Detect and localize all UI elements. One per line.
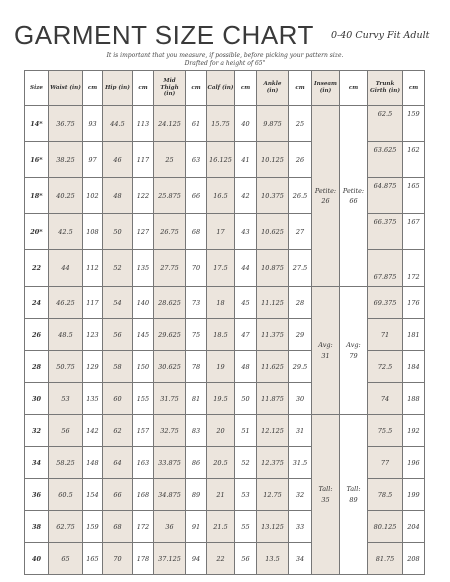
hip-in: 56 <box>103 319 133 351</box>
hip-in: 62 <box>103 415 133 447</box>
trunk-in <box>368 447 403 479</box>
hip-in: 60 <box>103 383 133 415</box>
waist-in: 62.75 <box>49 511 83 543</box>
ankle-in: 11.875 <box>257 383 289 415</box>
trunk-in-value: 69.375 <box>373 298 397 307</box>
waist-in: 56 <box>49 415 83 447</box>
calf-cm: 43 <box>235 214 257 250</box>
calf-cm: 48 <box>235 351 257 383</box>
calf-cm: 45 <box>235 287 257 319</box>
col-header-mid-thigh: Mid Thigh (in) <box>154 71 186 106</box>
thigh-in: 30.625 <box>154 351 186 383</box>
ankle-in: 11.375 <box>257 319 289 351</box>
inseam-petite-cm: Petite: 66 <box>340 106 368 287</box>
ankle-in: 12.125 <box>257 415 289 447</box>
trunk-in <box>368 319 403 351</box>
thigh-cm: 94 <box>186 543 207 575</box>
trunk-in-value: 67.875 <box>373 273 397 281</box>
measure-note: It is important that you measure, if possible, before picking your pattern size. <box>106 52 344 59</box>
hip-cm: 145 <box>133 319 154 351</box>
thigh-cm: 73 <box>186 287 207 319</box>
ankle-cm: 29.5 <box>289 351 312 383</box>
trunk-in-value: 62.5 <box>377 110 393 118</box>
calf-cm: 51 <box>235 415 257 447</box>
size-cell: 26 <box>25 319 49 351</box>
trunk-in-value: 64.875 <box>373 182 397 190</box>
trunk-cm-value: 176 <box>407 298 420 307</box>
col-header-hip: Hip (in) <box>103 71 133 106</box>
waist-cm: 165 <box>83 543 103 575</box>
calf-cm: 42 <box>235 178 257 214</box>
thigh-cm: 63 <box>186 142 207 178</box>
col-header-inseam: Inseam (in) <box>312 71 340 106</box>
calf-cm: 53 <box>235 479 257 511</box>
hip-cm: 117 <box>133 142 154 178</box>
trunk-in <box>368 415 403 447</box>
thigh-in: 32.75 <box>154 415 186 447</box>
hip-cm: 155 <box>133 383 154 415</box>
hip-cm: 127 <box>133 214 154 250</box>
hip-in: 50 <box>103 214 133 250</box>
size-cell: 16* <box>25 142 49 178</box>
thigh-cm: 66 <box>186 178 207 214</box>
hip-in: 54 <box>103 287 133 319</box>
trunk-cm-value: 159 <box>407 110 420 118</box>
thigh-in: 26.75 <box>154 214 186 250</box>
trunk-cm-value: 192 <box>407 426 420 435</box>
thigh-in: 28.625 <box>154 287 186 319</box>
calf-in: 20.5 <box>207 447 235 479</box>
trunk-cm <box>403 214 425 250</box>
size-cell: 30 <box>25 383 49 415</box>
size-cell: 38 <box>25 511 49 543</box>
trunk-cm <box>403 250 425 287</box>
hip-cm: 140 <box>133 287 154 319</box>
trunk-in <box>368 250 403 287</box>
trunk-cm-value: 181 <box>407 330 420 339</box>
table-row <box>25 106 425 142</box>
trunk-in-value: 75.5 <box>377 426 393 435</box>
waist-in: 46.25 <box>49 287 83 319</box>
calf-cm: 52 <box>235 447 257 479</box>
ankle-cm: 31 <box>289 415 312 447</box>
ankle-in: 10.875 <box>257 250 289 287</box>
col-header-trunk-cm: cm <box>403 71 425 106</box>
col-header-waist: Waist (in) <box>49 71 83 106</box>
trunk-cm <box>403 447 425 479</box>
ankle-in: 13.5 <box>257 543 289 575</box>
thigh-cm: 70 <box>186 250 207 287</box>
thigh-in: 37.125 <box>154 543 186 575</box>
thigh-cm: 68 <box>186 214 207 250</box>
ankle-cm: 31.5 <box>289 447 312 479</box>
ankle-in: 12.375 <box>257 447 289 479</box>
thigh-in: 25 <box>154 142 186 178</box>
trunk-in-value: 72.5 <box>377 362 393 371</box>
ankle-cm: 26 <box>289 142 312 178</box>
calf-in: 15.75 <box>207 106 235 142</box>
calf-in: 18.5 <box>207 319 235 351</box>
trunk-cm <box>403 479 425 511</box>
height-note: Drafted for a height of 65" <box>184 60 266 67</box>
waist-cm: 142 <box>83 415 103 447</box>
calf-in: 19 <box>207 351 235 383</box>
hip-in: 48 <box>103 178 133 214</box>
ankle-cm: 33 <box>289 511 312 543</box>
trunk-cm-value: 204 <box>407 522 420 531</box>
waist-in: 36.75 <box>49 106 83 142</box>
ankle-in: 11.625 <box>257 351 289 383</box>
trunk-cm-value: 162 <box>407 146 420 154</box>
trunk-cm <box>403 287 425 319</box>
thigh-cm: 89 <box>186 479 207 511</box>
hip-cm: 113 <box>133 106 154 142</box>
trunk-in-value: 74 <box>380 394 390 403</box>
col-header-ankle: Ankle (in) <box>257 71 289 106</box>
size-cell: 34 <box>25 447 49 479</box>
page-title: GARMENT SIZE CHART <box>14 20 314 50</box>
trunk-in-value: 63.625 <box>373 146 397 154</box>
waist-in: 53 <box>49 383 83 415</box>
calf-cm: 56 <box>235 543 257 575</box>
thigh-cm: 78 <box>186 351 207 383</box>
hip-in: 64 <box>103 447 133 479</box>
calf-cm: 44 <box>235 250 257 287</box>
trunk-cm <box>403 511 425 543</box>
calf-in: 21 <box>207 479 235 511</box>
trunk-in-value: 78.5 <box>377 490 393 499</box>
col-header-ankle-cm: cm <box>289 71 312 106</box>
waist-cm: 123 <box>83 319 103 351</box>
trunk-cm-value: 208 <box>407 554 420 563</box>
ankle-in: 11.125 <box>257 287 289 319</box>
ankle-cm: 28 <box>289 287 312 319</box>
thigh-cm: 91 <box>186 511 207 543</box>
size-cell: 22 <box>25 250 49 287</box>
waist-in: 42.5 <box>49 214 83 250</box>
trunk-cm-value: 167 <box>407 218 420 226</box>
waist-cm: 97 <box>83 142 103 178</box>
trunk-cm-value: 184 <box>407 362 420 371</box>
ankle-cm: 27.5 <box>289 250 312 287</box>
size-cell: 28 <box>25 351 49 383</box>
trunk-in-value: 66.375 <box>373 218 397 226</box>
page-subtitle: 0-40 Curvy Fit Adult <box>331 30 430 41</box>
inseam-tall-cm: Tall: 89 <box>340 415 368 575</box>
col-header-hip-cm: cm <box>133 71 154 106</box>
calf-in: 16.5 <box>207 178 235 214</box>
col-header-inseam-cm: cm <box>340 71 368 106</box>
waist-in: 60.5 <box>49 479 83 511</box>
ankle-cm: 32 <box>289 479 312 511</box>
size-cell: 24 <box>25 287 49 319</box>
thigh-in: 36 <box>154 511 186 543</box>
waist-cm: 154 <box>83 479 103 511</box>
trunk-in <box>368 351 403 383</box>
col-header-thigh-cm: cm <box>186 71 207 106</box>
waist-cm: 112 <box>83 250 103 287</box>
hip-in: 70 <box>103 543 133 575</box>
trunk-in <box>368 178 403 214</box>
calf-in: 21.5 <box>207 511 235 543</box>
hip-cm: 172 <box>133 511 154 543</box>
trunk-in <box>368 383 403 415</box>
calf-in: 17.5 <box>207 250 235 287</box>
ankle-in: 10.125 <box>257 142 289 178</box>
ankle-cm: 27 <box>289 214 312 250</box>
trunk-cm-value: 199 <box>407 490 420 499</box>
ankle-cm: 30 <box>289 383 312 415</box>
trunk-in <box>368 214 403 250</box>
trunk-cm <box>403 106 425 142</box>
calf-cm: 41 <box>235 142 257 178</box>
trunk-in-value: 77 <box>380 458 390 467</box>
size-cell: 14* <box>25 106 49 142</box>
waist-cm: 129 <box>83 351 103 383</box>
thigh-cm: 81 <box>186 383 207 415</box>
thigh-cm: 86 <box>186 447 207 479</box>
thigh-in: 31.75 <box>154 383 186 415</box>
trunk-in <box>368 106 403 142</box>
hip-cm: 150 <box>133 351 154 383</box>
hip-cm: 135 <box>133 250 154 287</box>
hip-in: 66 <box>103 479 133 511</box>
table-row <box>25 415 425 447</box>
waist-in: 44 <box>49 250 83 287</box>
calf-cm: 47 <box>235 319 257 351</box>
calf-cm: 55 <box>235 511 257 543</box>
trunk-cm <box>403 142 425 178</box>
trunk-cm <box>403 319 425 351</box>
calf-in: 17 <box>207 214 235 250</box>
hip-cm: 157 <box>133 415 154 447</box>
trunk-cm-value: 196 <box>407 458 420 467</box>
size-cell: 18* <box>25 178 49 214</box>
trunk-in <box>368 543 403 575</box>
size-cell: 40 <box>25 543 49 575</box>
thigh-cm: 83 <box>186 415 207 447</box>
calf-cm: 50 <box>235 383 257 415</box>
thigh-in: 33.875 <box>154 447 186 479</box>
ankle-cm: 25 <box>289 106 312 142</box>
calf-in: 19.5 <box>207 383 235 415</box>
thigh-cm: 75 <box>186 319 207 351</box>
ankle-in: 12.75 <box>257 479 289 511</box>
col-header-calf-cm: cm <box>235 71 257 106</box>
ankle-cm: 26.5 <box>289 178 312 214</box>
calf-cm: 40 <box>235 106 257 142</box>
trunk-in <box>368 511 403 543</box>
size-chart-table <box>24 70 425 575</box>
header-row <box>25 71 425 106</box>
size-cell: 32 <box>25 415 49 447</box>
trunk-in-value: 80.125 <box>373 522 397 531</box>
hip-cm: 163 <box>133 447 154 479</box>
hip-in: 44.5 <box>103 106 133 142</box>
trunk-cm <box>403 415 425 447</box>
thigh-in: 29.625 <box>154 319 186 351</box>
hip-cm: 178 <box>133 543 154 575</box>
hip-cm: 122 <box>133 178 154 214</box>
hip-cm: 168 <box>133 479 154 511</box>
waist-cm: 102 <box>83 178 103 214</box>
trunk-cm-value: 172 <box>407 273 420 281</box>
hip-in: 52 <box>103 250 133 287</box>
col-header-waist-cm: cm <box>83 71 103 106</box>
col-header-trunk-girth: Trunk Girth (in) <box>368 71 403 106</box>
trunk-cm-value: 188 <box>407 394 420 403</box>
waist-cm: 108 <box>83 214 103 250</box>
hip-in: 46 <box>103 142 133 178</box>
inseam-avg-cm: Avg: 79 <box>340 287 368 415</box>
trunk-cm-value: 165 <box>407 182 420 190</box>
waist-cm: 93 <box>83 106 103 142</box>
inseam-tall-in: Tall: 35 <box>312 415 340 575</box>
ankle-in: 9.875 <box>257 106 289 142</box>
ankle-in: 10.375 <box>257 178 289 214</box>
waist-in: 65 <box>49 543 83 575</box>
waist-in: 50.75 <box>49 351 83 383</box>
thigh-in: 27.75 <box>154 250 186 287</box>
waist-in: 48.5 <box>49 319 83 351</box>
col-header-size: Size <box>25 71 49 106</box>
trunk-in-value: 71 <box>380 330 390 339</box>
ankle-in: 10.625 <box>257 214 289 250</box>
waist-cm: 117 <box>83 287 103 319</box>
inseam-avg-in: Avg: 31 <box>312 287 340 415</box>
waist-in: 58.25 <box>49 447 83 479</box>
col-header-calf: Calf (in) <box>207 71 235 106</box>
calf-in: 20 <box>207 415 235 447</box>
thigh-in: 24.125 <box>154 106 186 142</box>
trunk-cm <box>403 543 425 575</box>
ankle-cm: 29 <box>289 319 312 351</box>
size-cell: 20* <box>25 214 49 250</box>
hip-in: 58 <box>103 351 133 383</box>
ankle-in: 13.125 <box>257 511 289 543</box>
thigh-in: 25.875 <box>154 178 186 214</box>
waist-cm: 135 <box>83 383 103 415</box>
trunk-in <box>368 479 403 511</box>
calf-in: 18 <box>207 287 235 319</box>
trunk-in <box>368 287 403 319</box>
size-cell: 36 <box>25 479 49 511</box>
hip-in: 68 <box>103 511 133 543</box>
trunk-cm <box>403 351 425 383</box>
trunk-cm <box>403 178 425 214</box>
inseam-petite-in: Petite: 26 <box>312 106 340 287</box>
calf-in: 22 <box>207 543 235 575</box>
table-row <box>25 287 425 319</box>
trunk-cm <box>403 383 425 415</box>
trunk-in <box>368 142 403 178</box>
waist-in: 40.25 <box>49 178 83 214</box>
waist-cm: 148 <box>83 447 103 479</box>
ankle-cm: 34 <box>289 543 312 575</box>
waist-in: 38.25 <box>49 142 83 178</box>
waist-cm: 159 <box>83 511 103 543</box>
trunk-in-value: 81.75 <box>375 554 395 563</box>
thigh-cm: 61 <box>186 106 207 142</box>
calf-in: 16.125 <box>207 142 235 178</box>
thigh-in: 34.875 <box>154 479 186 511</box>
